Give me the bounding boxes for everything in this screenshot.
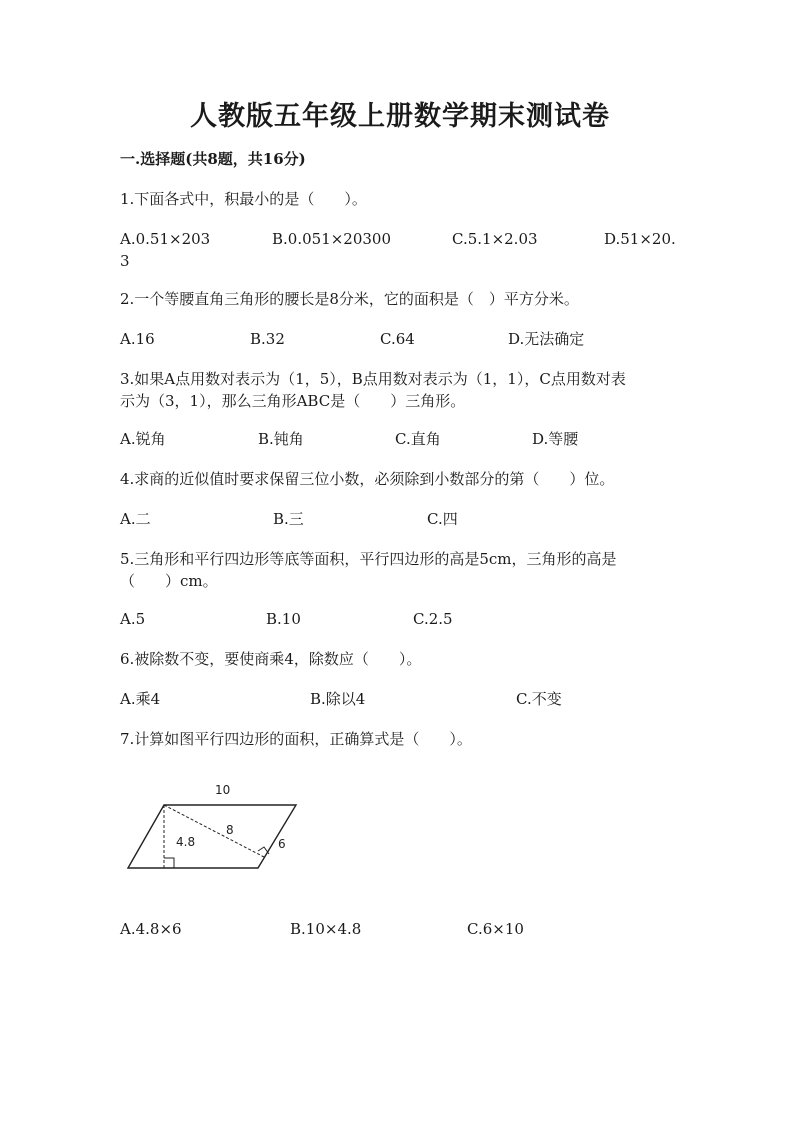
- option-4c[interactable]: C.四: [427, 510, 458, 528]
- label-top: 10: [215, 783, 231, 797]
- perpendicular-line: [164, 805, 264, 857]
- option-3c[interactable]: C.直角: [395, 430, 441, 448]
- right-angle-mark-bottom: [164, 858, 174, 868]
- question-2: 2.一个等腰直角三角形的腰长是8分米，它的面积是（ ）平方分米。: [120, 290, 579, 308]
- question-3-line-2: 示为（3，1），那么三角形ABC是（ ）三角形。: [120, 392, 466, 410]
- option-2a[interactable]: A.16: [120, 330, 155, 348]
- parallelogram-diagram: [118, 776, 318, 876]
- option-3b[interactable]: B.钝角: [258, 430, 304, 448]
- option-7b[interactable]: B.10×4.8: [290, 920, 362, 938]
- label-side: 6: [278, 837, 286, 851]
- question-4: 4.求商的近似值时要求保留三位小数，必须除到小数部分的第（ ）位。: [120, 470, 615, 488]
- option-4b[interactable]: B.三: [273, 510, 304, 528]
- option-3d[interactable]: D.等腰: [532, 430, 579, 448]
- question-6: 6.被除数不变，要使商乘4，除数应（ ）。: [120, 650, 422, 668]
- question-1: 1.下面各式中，积最小的是（ ）。: [120, 190, 367, 208]
- option-5b[interactable]: B.10: [266, 610, 301, 628]
- option-5a[interactable]: A.5: [120, 610, 146, 628]
- question-5-line-2: （ ）cm。: [120, 572, 218, 590]
- option-2b[interactable]: B.32: [250, 330, 285, 348]
- option-1b[interactable]: B.0.051×20300: [272, 230, 392, 248]
- option-2c[interactable]: C.64: [380, 330, 415, 348]
- option-3a[interactable]: A.锐角: [120, 430, 166, 448]
- option-1d[interactable]: D.51×20.: [604, 230, 676, 248]
- label-diagonal: 8: [226, 823, 234, 837]
- question-3-line-1: 3.如果A点用数对表示为（1，5），B点用数对表示为（1，1），C点用数对表: [120, 370, 626, 388]
- question-7: 7.计算如图平行四边形的面积，正确算式是（ ）。: [120, 730, 472, 748]
- label-height: 4.8: [176, 835, 196, 849]
- option-6b[interactable]: B.除以4: [310, 690, 366, 708]
- option-7c[interactable]: C.6×10: [467, 920, 524, 938]
- option-2d[interactable]: D.无法确定: [508, 330, 585, 348]
- section-heading: 一.选择题(共8题，共16分): [120, 150, 306, 168]
- option-4a[interactable]: A.二: [120, 510, 151, 528]
- option-1c[interactable]: C.5.1×2.03: [452, 230, 538, 248]
- option-6a[interactable]: A.乘4: [120, 690, 161, 708]
- option-1a[interactable]: A.0.51×203: [120, 230, 211, 248]
- page-title: 人教版五年级上册数学期末测试卷: [190, 101, 610, 132]
- option-6c[interactable]: C.不变: [516, 690, 562, 708]
- option-5c[interactable]: C.2.5: [413, 610, 453, 628]
- question-5-line-1: 5.三角形和平行四边形等底等面积，平行四边形的高是5cm，三角形的高是: [120, 550, 617, 568]
- option-1d-wrap: 3: [120, 252, 130, 270]
- option-7a[interactable]: A.4.8×6: [120, 920, 182, 938]
- parallelogram-figure: [118, 776, 318, 876]
- parallelogram-outline: [128, 805, 296, 868]
